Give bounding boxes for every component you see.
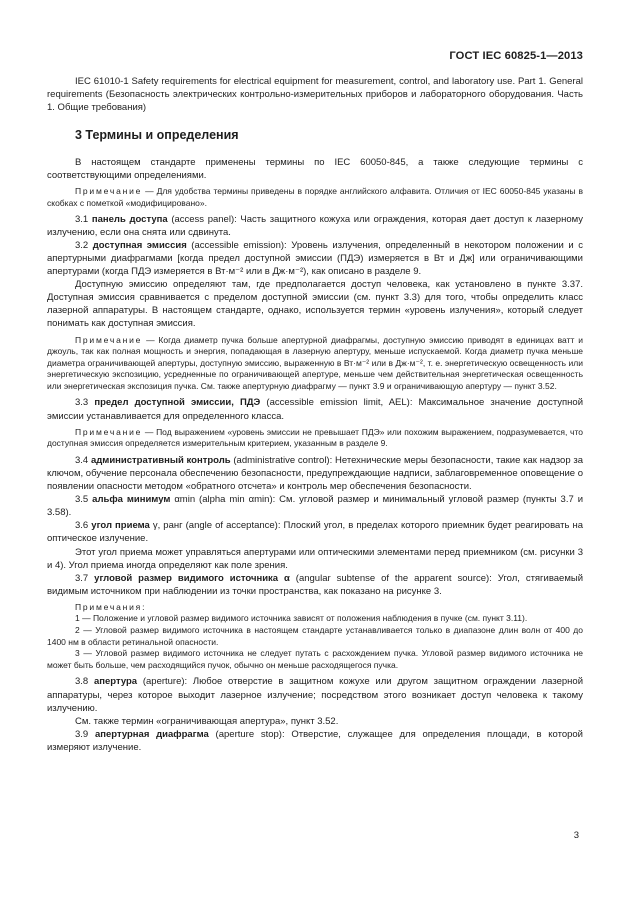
- term-name: административный контроль: [90, 454, 231, 466]
- term-3-4: 3.4 административный контроль (administrative control): Нетехнические меры безопасности, такие как надзор за ключом, обучение персонала обеспечению безопасности, предупреждающие надписи, заблаговременное оповещение о появлении опасности методом «обратного отсчета» и контроль мер обеспечения безопасности.: [47, 454, 583, 493]
- term-name: угловой размер видимого источника α: [94, 572, 290, 584]
- section-title: 3 Термины и определения: [75, 128, 239, 143]
- term-3-2-note: Примечание — Когда диаметр пучка больше апертурной диафрагмы, доступную эмиссию приводят в единицах ватт и джоуль, так как полная мощность и энергия, попадающая в лазерную апертуру, меньше испускаемой. Когда диаметр пучка меньше диаметра ограничивающей апертуры, доступную эмиссию, выраженную в Вт·м⁻² или в Дж·м⁻², т. е. энергетическую освещенность или энергетическую экспозицию, усредненные по ограничивающей апертуре, меньше чем действительная энергетическая освещенность или энергетическая экспозиция пучка. См. также апертурную диафрагму — пункт 3.9 и ограничивающую апертуру — пункт 3.52.: [47, 334, 583, 391]
- term-3-3: 3.3 предел доступной эмиссии, ПДЭ (accessible emission limit, AEL): Максимальное значение доступной эмиссии устанавливается для определенного класса.: [47, 397, 584, 422]
- term-3-2: 3.2 доступная эмиссия (accessible emission): Уровень излучения, определенный в некотором положении и с апертурными диафрагмами [когда предел доступной эмиссии (ПДЭ) измеряется в Вт и Дж] или ограничивающими апертурами (когда ПДЭ измеряется в Вт·м⁻² или в Дж·м⁻²), как описано в разделе 9.: [47, 239, 584, 278]
- term-3-6: 3.6 угол приема γ, ранг (angle of acceptance): Плоский угол, в пределах которого приемник будет реагировать на оптическое излучение.: [47, 520, 583, 545]
- page-content: [47, 75, 583, 754]
- term-3-7: 3.7 угловой размер видимого источника α (angular subtense of the apparent source): Угол, стягиваемый видимым источником при наблюдении из точки пространства, как показано на рисунке 3.: [47, 572, 584, 597]
- note-intro: Примечание — Для удобства термины приведены в порядке английского алфавита. Отличия от IEC 60050-845 указаны в скобках с пометкой «модифицировано».: [47, 186, 583, 209]
- term-name: альфа минимум: [92, 494, 171, 506]
- term-name: панель доступа: [91, 213, 168, 225]
- term-3-7-notes-label: Примечания:: [75, 601, 147, 612]
- term-name: доступная эмиссия: [92, 239, 187, 251]
- term-3-7-note-3: 3 — Угловой размер видимого источника не следует путать с расхождением пучка. Угловой размер видимого источника не может быть больше, чем расходящийся пучок, обычно он меньше расходящегося пучка.: [47, 648, 583, 670]
- term-3-6-paragraph: Этот угол приема может управляться апертурами или оптическими элементами перед приемником (см. рисунки 3 и 4). Угол приема иногда определяют как поле зрения.: [47, 546, 583, 571]
- term-name: угол приема: [91, 520, 150, 532]
- term-3-3-note: Примечание — Под выражением «уровень эмиссии не превышает ПДЭ» или похожим выражением, подразумевается, что доступная эмиссия определяется измерительным критерием, указанным в разделе 9.: [47, 426, 583, 449]
- term-3-7-note-1: 1 — Положение и угловой размер видимого источника зависят от положения наблюдения в пучке (см. пункт 3.11).: [75, 613, 528, 624]
- term-3-9: 3.9 апертурная диафрагма (aperture stop): Отверстие, служащее для определения площади, в которой измеряют излучение.: [47, 728, 583, 753]
- term-3-8-paragraph: См. также термин «ограничивающая апертура», пункт 3.52.: [75, 715, 339, 727]
- intro-paragraph: В настоящем стандарте применены термины по IEC 60050-845, а также следующие термины с соответствующими определениями.: [47, 157, 583, 182]
- page-number: 3: [573, 830, 579, 841]
- normative-reference: IEC 61010-1 Safety requirements for electrical equipment for measurement, control, and laboratory use. Part 1. General requirements (Безопасность электрических контрольно-измерительных приборов и лабораторного оборудования. Часть 1. Общие требования): [47, 76, 583, 114]
- term-3-7-note-2: 2 — Угловой размер видимого источника в настоящем стандарте устанавливается только в диапазоне длин волн от 400 до 1400 нм в области ретинальной опасности.: [47, 625, 583, 647]
- alpha-min-symbol: αmin: [248, 494, 270, 506]
- term-name: апертура: [93, 676, 138, 688]
- term-name: апертурная диафрагма: [94, 728, 209, 740]
- term-3-8: 3.8 апертура (aperture): Любое отверстие в защитном кожухе или другом защитном ограждении лазерной аппаратуры, через которое выходит лазерное излучение; посредством этого возникает доступ человека к такому излучению.: [47, 676, 584, 714]
- term-3-5: 3.5 альфа минимум αmin (alpha min αmin): См. угловой размер и минимальный угловой размер (пункты 3.7 и 3.58).: [47, 494, 583, 519]
- term-3-2-paragraph: Доступную эмиссию определяют там, где предполагается доступ человека, как установлено в пункте 3.37. Доступная эмиссия сравнивается с пределом доступной эмиссии (см. пункт 3.3) для того, чтобы определить класс лазерной аппаратуры. В настоящем стандарте, однако, используется термин «уровень излучения», который следует понимать как доступная эмиссия.: [47, 279, 583, 330]
- term-3-1: 3.1 панель доступа (access panel): Часть защитного кожуха или ограждения, которая дает доступ к лазерному излучению, если она снята или сдвинута.: [47, 213, 583, 238]
- alpha-min-symbol: αmin: [174, 494, 196, 506]
- term-name: предел доступной эмиссии, ПДЭ: [94, 397, 261, 409]
- standard-header: ГОСТ IEC 60825-1—2013: [449, 50, 583, 62]
